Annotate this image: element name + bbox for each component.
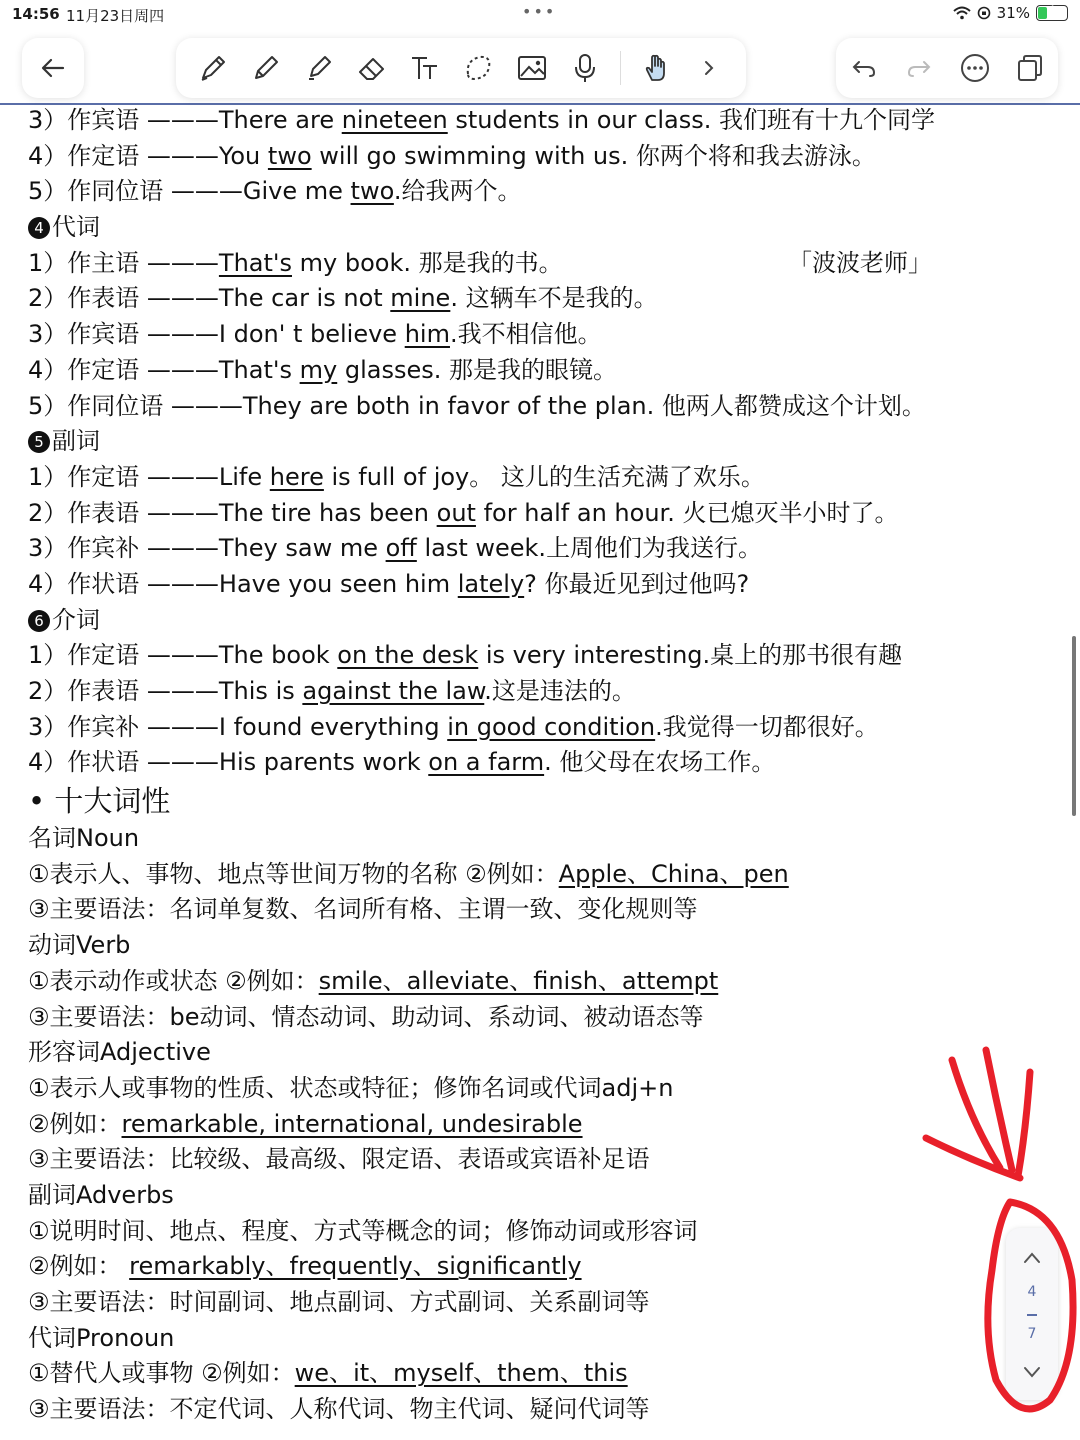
pen-icon (197, 52, 229, 84)
note-line: ③主要语法：不定代词、人称代词、物主代词、疑问代词等 (28, 1395, 650, 1424)
note-text: ②例如： (28, 1109, 122, 1138)
subheading-adverb: 副词Adverbs (28, 1180, 174, 1209)
battery-percent: 31% (996, 4, 1030, 22)
note-text: ①表示动作或状态 ②例如： (28, 966, 319, 995)
underlined-word: out (436, 498, 476, 527)
note-text: 5）作同位语 ———They are both in favor of the plan. 他两人都赞成这个计划。 (28, 391, 926, 420)
arrow-stroke (1018, 1072, 1030, 1176)
pages-button[interactable] (1012, 50, 1048, 86)
note-line (28, 460, 1008, 496)
note-text: 3）作宾语 ———I don' t believe (28, 320, 405, 349)
toolbar (0, 28, 1080, 105)
note-line (28, 496, 1008, 532)
more-button[interactable] (957, 50, 993, 86)
number-badge: 5 (28, 431, 50, 453)
more-tools-button[interactable] (691, 50, 727, 86)
note-text: 5）作同位语 ———Give me (28, 177, 351, 206)
pages-icon (1015, 53, 1045, 83)
note-text: 4）作状语 ———Have you seen him (28, 569, 458, 598)
lasso-tool-button[interactable] (460, 50, 496, 86)
author-tag: 「波波老师」 (788, 248, 932, 277)
toolbar-divider (620, 51, 621, 85)
note-line (28, 857, 1008, 893)
redo-icon (905, 54, 933, 82)
multitask-dots-icon[interactable]: ••• (522, 2, 557, 21)
underlined-word: my (299, 355, 338, 384)
note-line (28, 710, 1008, 746)
underlined-word: mine (390, 284, 451, 313)
page-navigator (1006, 1228, 1058, 1400)
note-text: 1）作定语 ———Life (28, 462, 270, 491)
note-text: is very interesting.桌上的那书很有趣 (478, 641, 903, 670)
underlined-word: remarkably、frequently、significantly (129, 1252, 582, 1281)
more-icon (959, 52, 991, 84)
subheading-adjective: 形容词Adjective (28, 1038, 211, 1067)
note-text: is full of joy。 这儿的生活充满了欢乐。 (323, 462, 765, 491)
note-line (28, 139, 1008, 175)
note-line (28, 103, 1008, 139)
note-text: 2）作表语 ———The car is not (28, 284, 391, 313)
highlighter-tool-button[interactable] (301, 50, 337, 86)
note-text: will go swimming with us. 你两个将和我去游泳。 (311, 141, 876, 170)
back-button[interactable] (22, 38, 84, 98)
highlighter-icon (303, 52, 335, 84)
note-text: . 他父母在农场工作。 (544, 748, 776, 777)
note-text: 3）作宾语 ———There are (28, 106, 342, 134)
orientation-lock-icon (977, 6, 991, 20)
note-line (28, 389, 1008, 425)
note-text: .给我两个。 (393, 177, 522, 206)
note-line (28, 964, 1008, 1000)
note-text: glasses. 那是我的眼镜。 (337, 355, 617, 384)
note-text: ①替代人或事物 ②例如： (28, 1359, 295, 1388)
note-line (28, 246, 1008, 282)
page-up-chevron-icon[interactable] (1020, 1246, 1044, 1270)
text-tool-button[interactable] (407, 50, 443, 86)
status-date: 11月23日周四 (66, 7, 165, 25)
vertical-scrollbar[interactable] (1072, 636, 1076, 816)
note-line: ①表示人或事物的性质、状态或特征；修饰名词或代词adj+n (28, 1073, 674, 1102)
underlined-word: we、it、myself、them、this (294, 1359, 628, 1388)
section-title: • 十大词性 (28, 784, 171, 819)
note-text: 4）作状语 ———His parents work (28, 748, 429, 777)
underlined-word: remarkable, international, undesirable (121, 1109, 583, 1138)
underlined-word: That's (218, 248, 292, 277)
note-text: 1）作主语 ——— (28, 248, 219, 277)
heading-text: 代词 (52, 213, 100, 242)
note-line: ③主要语法：比较级、最高级、限定语、表语或宾语补足语 (28, 1145, 650, 1174)
chevron-right-icon (699, 58, 719, 78)
note-line (28, 638, 1008, 674)
note-line (28, 317, 1008, 353)
underlined-word: off (385, 534, 417, 563)
pencil-icon (250, 52, 282, 84)
underlined-word: smile、alleviate、finish、attempt (318, 966, 719, 995)
number-badge: 4 (28, 217, 50, 239)
section-heading (28, 210, 1008, 246)
note-text: ②例如： (28, 1252, 130, 1281)
eraser-icon (356, 52, 388, 84)
note-text: .这是违法的。 (484, 677, 636, 705)
note-line: ①说明时间、地点、程度、方式等概念的词；修饰动词或形容词 (28, 1216, 698, 1245)
note-line (28, 567, 1008, 603)
note-text: .我不相信他。 (449, 320, 602, 349)
status-time: 14:56 (12, 5, 60, 23)
subheading-verb: 动词Verb (28, 931, 131, 960)
underlined-word: on a farm (428, 748, 545, 777)
text-icon (409, 52, 441, 84)
note-line: ③主要语法：时间副词、地点副词、方式副词、关系副词等 (28, 1288, 650, 1316)
underlined-word: on the desk (337, 641, 479, 670)
note-line (28, 353, 1008, 389)
undo-icon (850, 54, 878, 82)
note-text: 2）作表语 ———The tire has been (28, 498, 437, 527)
note-text: for half an hour. 火已熄灭半小时了。 (475, 498, 899, 527)
note-line (28, 1249, 1008, 1285)
note-text: 4）作定语 ———You (28, 141, 268, 170)
page-down-chevron-icon[interactable] (1020, 1360, 1044, 1384)
note-line (28, 531, 1008, 567)
battery-icon: ⚡ (1036, 5, 1068, 21)
image-icon (516, 52, 548, 84)
pencil-tool-button[interactable] (248, 50, 284, 86)
note-line (28, 674, 1008, 710)
underlined-word: here (269, 462, 324, 491)
page-divider (1027, 1314, 1037, 1316)
note-text: ①表示人、事物、地点等世间万物的名称 ②例如： (28, 859, 559, 888)
pen-tool-button[interactable] (195, 50, 231, 86)
touch-draw-button[interactable] (638, 50, 674, 86)
microphone-icon (569, 52, 601, 84)
note-text: 3）作宾补 ———I found everything (28, 712, 448, 741)
heading-text: 副词 (52, 427, 100, 456)
arrow-left-icon (39, 54, 67, 82)
note-line (28, 174, 1008, 210)
redo-button[interactable] (901, 50, 937, 86)
note-text: students in our class. 我们班有十九个同学 (447, 106, 935, 134)
image-tool-button[interactable] (514, 50, 550, 86)
status-bar (0, 0, 1080, 28)
tool-palette (176, 38, 746, 98)
number-badge: 6 (28, 610, 50, 632)
total-pages-number: 7 (1027, 1326, 1037, 1342)
wifi-icon (953, 6, 971, 20)
note-text: . 这辆车不是我的。 (450, 284, 658, 313)
note-line: ③主要语法：名词单复数、名词所有格、主谓一致、变化规则等 (28, 895, 698, 924)
underlined-word: two (350, 177, 394, 206)
underlined-word: two (267, 141, 312, 170)
note-line (28, 1107, 1008, 1143)
note-line (28, 281, 1008, 317)
underlined-word: against the law (302, 677, 485, 705)
note-canvas[interactable] (28, 103, 1008, 1428)
note-line (28, 1356, 1008, 1392)
note-text: 1）作定语 ———The book (28, 641, 338, 670)
section-heading (28, 603, 1008, 639)
note-line: ③主要语法：be动词、情态动词、助动词、系动词、被动语态等 (28, 1002, 704, 1031)
note-text: my book. 那是我的书。 (292, 248, 563, 277)
section-heading (28, 424, 1008, 460)
heading-text: 介词 (52, 605, 100, 634)
subheading-noun: 名词Noun (28, 824, 140, 853)
note-text: last week.上周他们为我送行。 (416, 534, 763, 563)
undo-button[interactable] (846, 50, 882, 86)
note-text: 4）作定语 ———That's (28, 355, 300, 384)
subheading-pronoun: 代词Pronoun (28, 1323, 175, 1352)
lasso-icon (462, 52, 494, 84)
note-line (28, 745, 1008, 781)
eraser-tool-button[interactable] (354, 50, 390, 86)
note-text: 2）作表语 ———This is (28, 677, 303, 705)
underlined-word: Apple、China、pen (558, 859, 789, 888)
note-text: .我觉得一切都很好。 (655, 712, 879, 741)
underlined-word: in good condition (447, 712, 656, 741)
note-text: ? 你最近见到过他吗? (524, 569, 750, 598)
underlined-word: nineteen (341, 106, 448, 134)
hand-touch-icon (640, 52, 672, 84)
underlined-word: lately (457, 569, 525, 598)
note-text: 3）作宾补 ———They saw me (28, 534, 386, 563)
microphone-tool-button[interactable] (567, 50, 603, 86)
action-bar (836, 38, 1058, 98)
underlined-word: him (404, 320, 450, 349)
current-page-number: 4 (1027, 1284, 1037, 1300)
